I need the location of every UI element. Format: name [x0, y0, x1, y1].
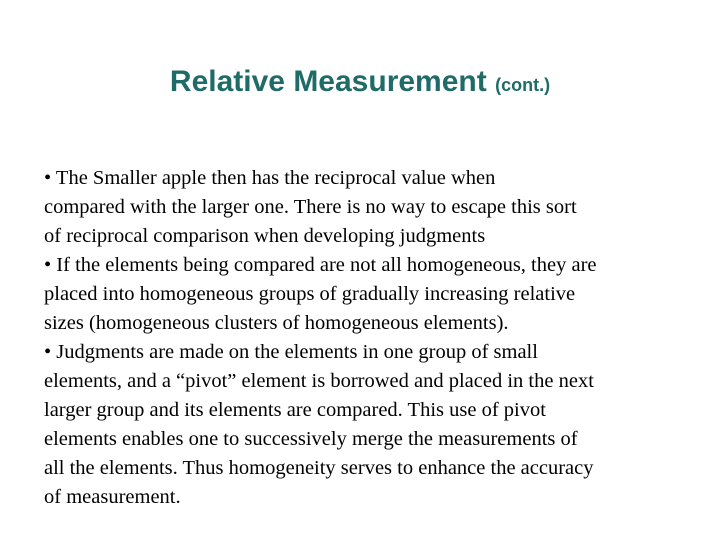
- body-line: placed into homogeneous groups of gradually increasing relative: [44, 283, 576, 305]
- body-line: • The Smaller apple then has the reciprocal value when: [44, 167, 496, 189]
- body-line: elements enables one to successively merge the measurements of: [44, 428, 578, 450]
- body-line: elements, and a “pivot” element is borrowed and placed in the next: [44, 370, 594, 392]
- body-line: sizes (homogeneous clusters of homogeneous elements).: [44, 312, 509, 334]
- body-line: larger group and its elements are compared. This use of pivot: [44, 399, 546, 421]
- slide-title: [0, 62, 720, 105]
- body-line: • Judgments are made on the elements in one group of small: [44, 341, 538, 363]
- body-line: of reciprocal comparison when developing judgments: [44, 225, 486, 247]
- slide-body: [44, 164, 704, 512]
- slide-title-main: Relative Measurement: [169, 65, 487, 98]
- slide-title-suffix: (cont.): [495, 75, 551, 95]
- body-line: of measurement.: [44, 486, 181, 508]
- body-line: • If the elements being compared are not all homogeneous, they are: [44, 254, 597, 276]
- body-line: compared with the larger one. There is no way to escape this sort: [44, 196, 577, 218]
- body-line: all the elements. Thus homogeneity serves to enhance the accuracy: [44, 457, 594, 479]
